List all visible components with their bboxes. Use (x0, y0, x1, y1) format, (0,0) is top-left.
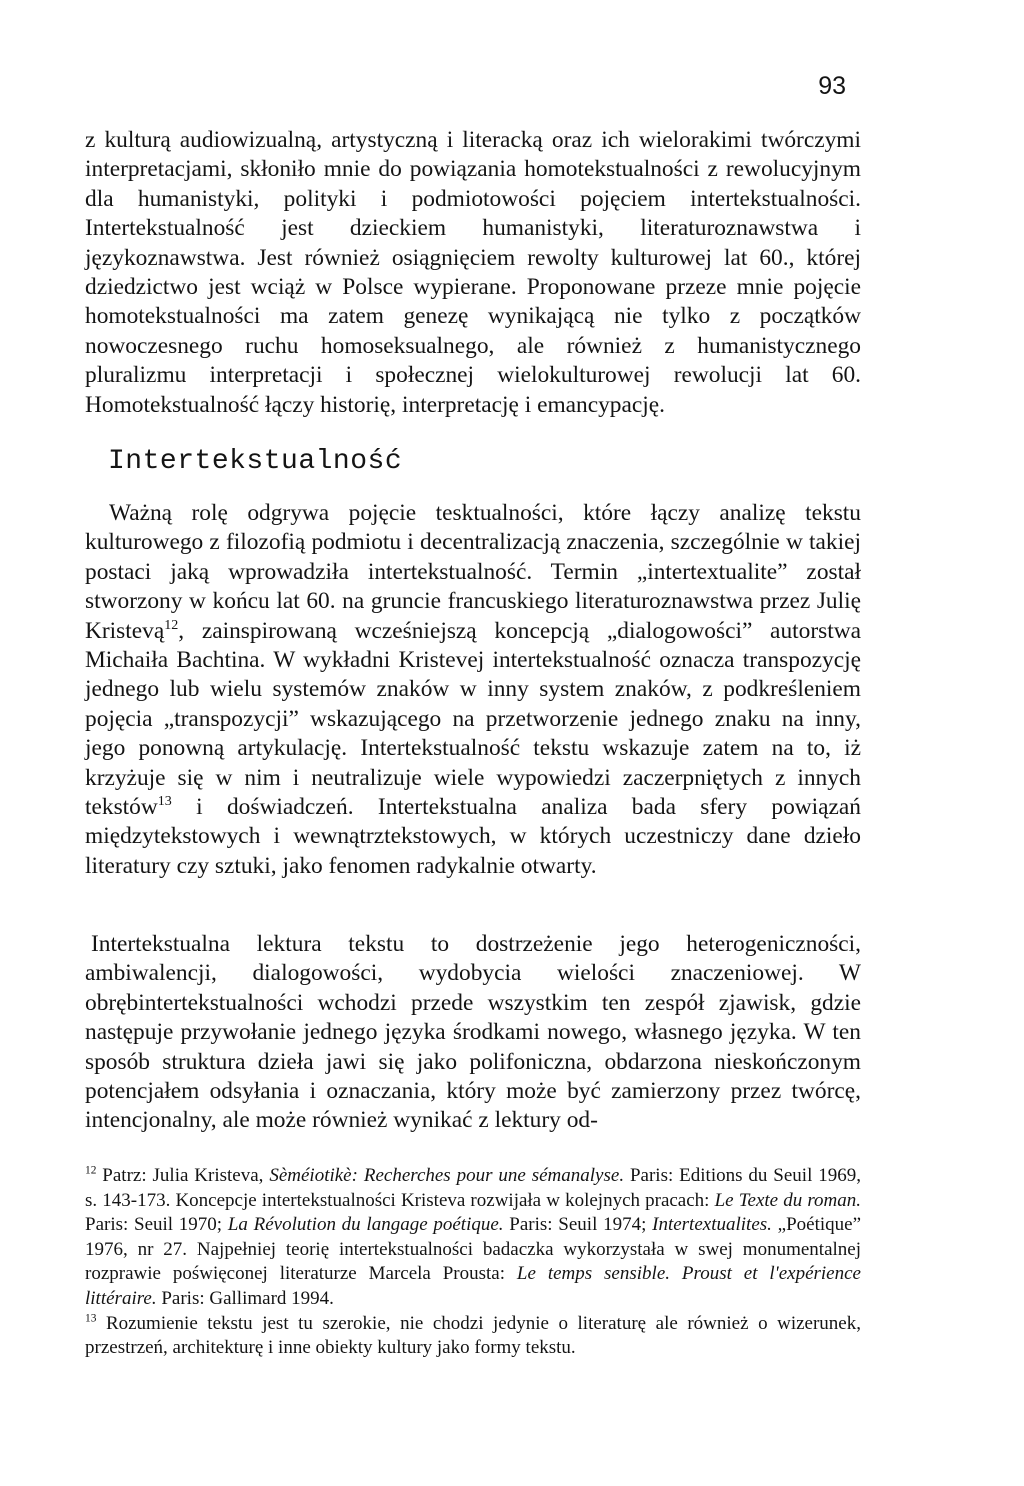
footnote-text: Rozumienie tekstu jest tu szerokie, nie chodzi jedynie o literaturę ale również o wizerunek, przestrzeń, architekturę i inne obiekty kultury jako formy tekstu. (85, 1312, 861, 1359)
footnotes (85, 1164, 861, 1361)
paragraph-text: i doświadczeń. Intertekstualna analiza bada sfery powiązań międzytekstowych i wewnątrztekstowych, w których uczestniczy dane dzieło literatury czy sztuki, jako fenomen radykalnie otwarty. (85, 794, 861, 879)
footnote-title: Sèméiotikè: Recherches pour une sémanalyse. (269, 1165, 625, 1186)
footnote-number: 13 (85, 1312, 97, 1325)
footnote-12 (85, 1164, 861, 1312)
footnote-13 (85, 1312, 861, 1361)
paragraph-text: Ważną rolę odgrywa pojęcie tesktualności, które łączy analizę tekstu kulturowego z filozofią podmiotu i decentralizacją znaczenia, szczególnie w takiej postaci jaką wprowadziła intertekstualność. Termin „intertextualite” został stworzony w końcu lat 60. na gruncie francuskiego literaturoznawstwa przez Julię Kristevą (85, 500, 861, 644)
body-paragraph: z kulturą audiowizualną, artystyczną i literacką oraz ich wielorakimi twórczymi interpretacjami, skłoniło mnie do powiązania homotekstualności z rewolucyjnym dla humanistyki, polityki i podmiotowości pojęciem intertekstualności. Intertekstualność jest dzieckiem humanistyki, literaturoznawstwa i językoznawstwa. Jest również osiągnięciem rewolty kulturowej lat 60., której dziedzictwo jest wciąż w Polsce wypierane. Proponowane przeze mnie pojęcie homotekstualności ma zatem genezę wynikającą nie tylko z początków nowoczesnego ruchu homoseksualnego, ale również z humanistycznego pluralizmu interpretacji i społecznej wielokulturowej rewolucji lat 60. Homotekstualność łączy historię, interpretację i emancypację. (85, 127, 861, 418)
footnote-text: Paris: Seuil 1970; (85, 1214, 228, 1236)
section-heading: Intertekstualność (108, 446, 403, 477)
footnote-text: Paris: Gallimard 1994. (156, 1287, 334, 1309)
paragraph-text: , zainspirowaną wcześniejszą koncepcją „dialogowości” autorstwa Michaiła Bachtina. W wykładni Kristevej intertekstualność oznacza transpozycję jednego lub wielu systemów znaków w inny system znaków, z podkreśleniem pojęcia „transpozycji” wskazującego na przetworzenie jednego znaku na inny, jego ponowną artykulację. Intertekstualność tekstu wskazuje zatem na to, iż krzyżuje się w nim i neutralizuje wiele wypowiedzi zaczerpniętych z innych tekstów (85, 617, 861, 821)
footnote-ref: 13 (157, 793, 172, 810)
footnote-title: Intertextualites. (652, 1214, 772, 1236)
body-paragraph: Intertekstualna lektura tekstu to dostrzeżenie jego heterogeniczności, ambiwalencji, dialogowości, wydobycia wielości znaczeniowej. W obrębintertekstualności wchodzi przede wszystkim ten zespół zjawisk, gdzie następuje przywołanie jednego języka środkami nowego, własnego języka. W ten sposób struktura dzieła jawi się jako polifoniczna, obdarzona nieskończonym potencjałem odsyłania i oznaczania, który może być zamierzony przez twórcę, intencjonalny, ale może również wynikać z lektury od- (85, 931, 861, 1134)
footnote-text: Paris: Editions du Seuil 1969, s. 143-173. Koncepcje intertekstualności Kristeva rozwijała w kolejnych pracach: (85, 1165, 862, 1211)
footnote-title: Le temps sensible. Proust et l'expérience littéraire. (85, 1263, 861, 1309)
body-paragraph (85, 499, 861, 881)
footnote-text: „Poétique” 1976, nr 27. Najpełniej teorię intertekstualności badaczka wykorzystała w swej monumentalnej rozprawie poświęconej literaturze Marcela Prousta: (85, 1214, 862, 1285)
footnote-title: Le Texte du roman. (714, 1189, 861, 1211)
footnote-text: Patrz: Julia Kristeva, (102, 1165, 270, 1186)
footnote-ref: 12 (164, 616, 179, 633)
footnote-title: La Révolution du langage poétique. (227, 1214, 504, 1236)
page-number: 93 (818, 72, 846, 100)
footnote-number: 12 (85, 1164, 97, 1177)
footnote-text: Paris: Seuil 1974; (503, 1214, 653, 1236)
